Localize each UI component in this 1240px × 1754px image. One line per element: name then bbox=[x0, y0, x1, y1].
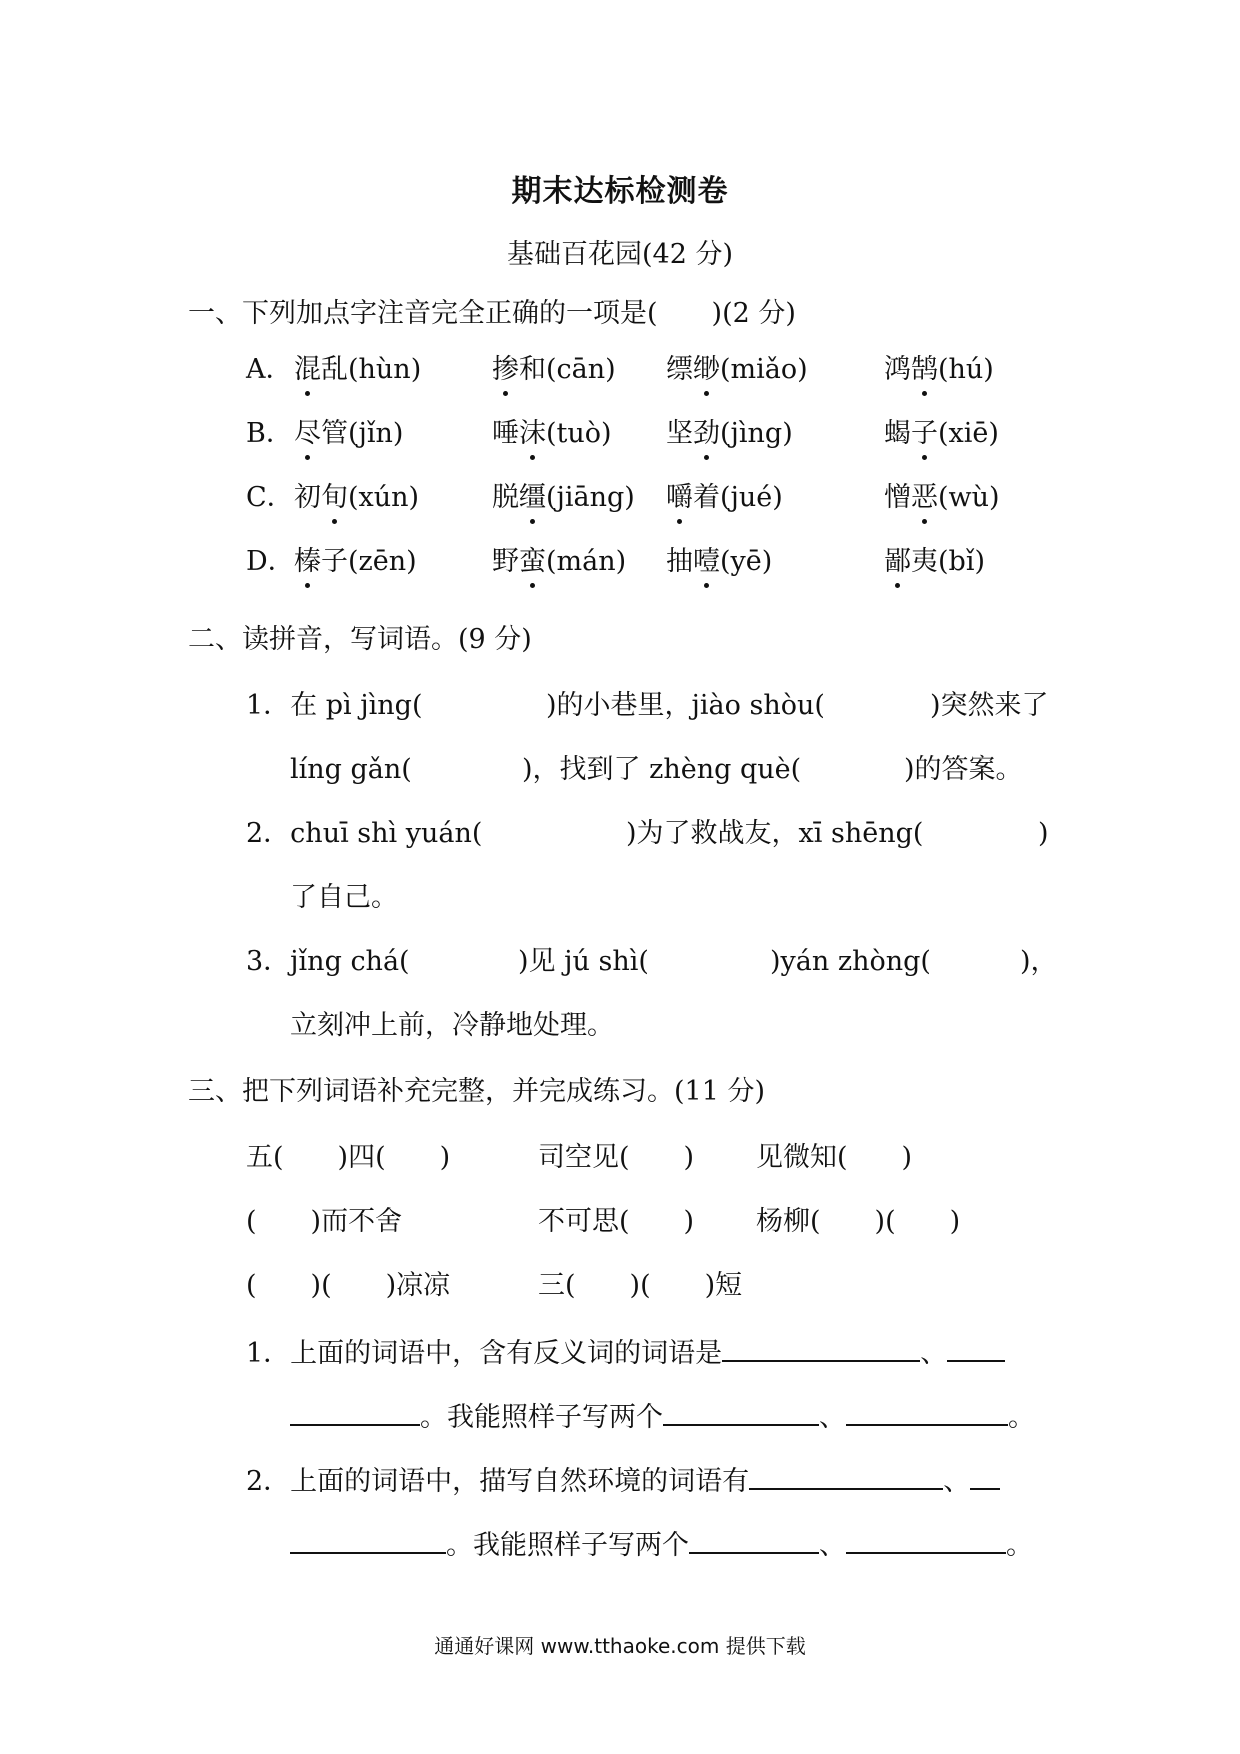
footer-source: 通通好课网 www.tthaoke.com 提供下载 bbox=[434, 1634, 806, 1658]
word-pinyin: (xiē) bbox=[938, 418, 999, 449]
q1-option-word bbox=[294, 544, 417, 580]
q2-line-5c: )yán zhòng( bbox=[770, 946, 931, 977]
dotted-char: 旬 bbox=[321, 480, 348, 516]
answer-blank[interactable] bbox=[689, 1526, 819, 1554]
q3-word-1: 五( )四( ) bbox=[246, 1142, 451, 1173]
word-pinyin: 着(jué) bbox=[693, 482, 783, 513]
word-pinyin: (wù) bbox=[938, 482, 1000, 513]
dotted-char: 掺 bbox=[492, 352, 519, 388]
q3-word-2: 司空见( ) bbox=[538, 1142, 695, 1173]
q3-sub2-line1 bbox=[246, 1462, 1000, 1500]
q2-line-1c: )突然来了 bbox=[930, 690, 1049, 721]
word-pinyin: (tuò) bbox=[546, 418, 612, 449]
q2-line-5a: 3．jǐng chá( bbox=[246, 946, 410, 977]
separator: 、 bbox=[920, 1338, 948, 1369]
q2-line-4: 了自己。 bbox=[290, 882, 398, 913]
separator: 、 bbox=[819, 1530, 846, 1561]
word-pinyin: (jiāng) bbox=[546, 482, 635, 513]
word-pinyin: (xún) bbox=[348, 482, 420, 513]
word-pinyin: (miǎo) bbox=[720, 354, 808, 385]
q1-option-word bbox=[294, 416, 403, 452]
answer-blank[interactable] bbox=[290, 1526, 446, 1554]
q3-word-7: ( )( )凉凉 bbox=[246, 1270, 451, 1301]
q2-line-3c: ) bbox=[1038, 818, 1049, 849]
dotted-char: 噎 bbox=[693, 544, 720, 580]
q2-line-3b: )为了救战友，xī shēng( bbox=[626, 818, 924, 849]
answer-blank[interactable] bbox=[846, 1526, 1006, 1554]
word-pinyin: 和(cān) bbox=[519, 354, 616, 385]
word-char: 缥 bbox=[666, 354, 693, 385]
answer-blank[interactable] bbox=[846, 1398, 1008, 1426]
word-pinyin: (jìng) bbox=[720, 418, 793, 449]
q2-line-3a: 2．chuī shì yuán( bbox=[246, 818, 483, 849]
dotted-char: 榛 bbox=[294, 544, 321, 580]
dotted-char: 蛮 bbox=[519, 544, 546, 580]
dotted-char: 恶 bbox=[911, 480, 938, 516]
page-title: 期末达标检测卷 bbox=[511, 174, 729, 209]
word-char: 唾 bbox=[492, 418, 519, 449]
q2-line-2a: líng gǎn( bbox=[290, 754, 412, 785]
answer-blank[interactable] bbox=[970, 1462, 1000, 1490]
word-pinyin: (hú) bbox=[938, 354, 994, 385]
q1-option-word bbox=[492, 352, 616, 388]
q3-word-4: ( )而不舍 bbox=[246, 1206, 403, 1237]
q2-line-2c: )的答案。 bbox=[904, 754, 1023, 785]
dotted-char: 子 bbox=[911, 416, 938, 452]
q3-sub1-text2: 。我能照样子写两个 bbox=[420, 1402, 663, 1433]
word-pinyin: (yē) bbox=[720, 546, 773, 577]
q2-line-2b: )，找到了 zhèng què( bbox=[522, 754, 802, 785]
q2-line-5b: )见 jú shì( bbox=[518, 946, 649, 977]
q3-word-6: 杨柳( )( ) bbox=[756, 1206, 961, 1237]
q1-option-word bbox=[294, 480, 419, 516]
q2-line-1b: )的小巷里，jiào shòu( bbox=[546, 690, 825, 721]
dotted-char: 尽 bbox=[294, 416, 321, 452]
dotted-char: 缈 bbox=[693, 352, 720, 388]
q1-option-word bbox=[666, 480, 783, 516]
q3-sub1-line1 bbox=[246, 1334, 1005, 1372]
q1-option-word bbox=[294, 352, 421, 388]
dotted-char: 鹄 bbox=[911, 352, 938, 388]
dotted-char: 劲 bbox=[693, 416, 720, 452]
period: 。 bbox=[1008, 1402, 1035, 1433]
q1-option-word bbox=[492, 544, 626, 580]
word-char: 蝎 bbox=[884, 418, 911, 449]
word-char: 憎 bbox=[884, 482, 911, 513]
q1-stem: 一、下列加点字注音完全正确的一项是( )(2 分) bbox=[188, 298, 796, 329]
q3-word-5: 不可思( ) bbox=[538, 1206, 695, 1237]
dotted-char: 嚼 bbox=[666, 480, 693, 516]
q1-option-letter: D． bbox=[246, 546, 295, 577]
q1-option-letter: B． bbox=[246, 418, 293, 449]
q2-line-1a: 1．在 pì jìng( bbox=[246, 690, 423, 721]
dotted-char: 鄙 bbox=[884, 544, 911, 580]
q3-sub2-text2: 。我能照样子写两个 bbox=[446, 1530, 689, 1561]
q3-sub1-text: 1．上面的词语中，含有反义词的词语是 bbox=[246, 1338, 723, 1369]
word-pinyin: 子(zēn) bbox=[321, 546, 417, 577]
word-char: 坚 bbox=[666, 418, 693, 449]
q1-option-word bbox=[884, 480, 1000, 516]
word-char: 野 bbox=[492, 546, 519, 577]
q1-option-word bbox=[884, 352, 994, 388]
dotted-char: 沫 bbox=[519, 416, 546, 452]
separator: 、 bbox=[943, 1466, 971, 1497]
q3-sub1-line2 bbox=[290, 1398, 1035, 1436]
word-pinyin: (mán) bbox=[546, 546, 627, 577]
q3-sub2-line2 bbox=[290, 1526, 1033, 1564]
word-char: 抽 bbox=[666, 546, 693, 577]
answer-blank[interactable] bbox=[722, 1334, 920, 1362]
answer-blank[interactable] bbox=[290, 1398, 420, 1426]
q1-option-word bbox=[492, 416, 612, 452]
word-char: 脱 bbox=[492, 482, 519, 513]
dotted-char: 混 bbox=[294, 352, 321, 388]
q1-option-word bbox=[884, 544, 985, 580]
q3-sub2-text: 2．上面的词语中，描写自然环境的词语有 bbox=[246, 1466, 750, 1497]
answer-blank[interactable] bbox=[749, 1462, 943, 1490]
q2-line-6: 立刻冲上前，冷静地处理。 bbox=[290, 1010, 614, 1041]
q1-option-word bbox=[666, 352, 808, 388]
q1-option-word bbox=[666, 544, 772, 580]
q1-option-letter: C． bbox=[246, 482, 294, 513]
q3-word-3: 见微知( ) bbox=[756, 1142, 913, 1173]
section-title: 基础百花园(42 分) bbox=[506, 239, 733, 270]
q1-option-letter: A． bbox=[246, 354, 293, 385]
period: 。 bbox=[1006, 1530, 1033, 1561]
q1-option-word bbox=[666, 416, 793, 452]
q1-option-word bbox=[492, 480, 635, 516]
answer-blank[interactable] bbox=[947, 1334, 1005, 1362]
word-char: 鸿 bbox=[884, 354, 911, 385]
dotted-char: 缰 bbox=[519, 480, 546, 516]
word-pinyin: 管(jǐn) bbox=[321, 418, 404, 449]
word-pinyin: 乱(hùn) bbox=[321, 354, 422, 385]
q3-stem: 三、把下列词语补充完整，并完成练习。(11 分) bbox=[188, 1076, 766, 1107]
q3-word-8: 三( )( )短 bbox=[538, 1270, 743, 1301]
word-pinyin: 夷(bǐ) bbox=[911, 546, 985, 577]
q2-line-5d: )， bbox=[1020, 946, 1058, 977]
separator: 、 bbox=[819, 1402, 846, 1433]
answer-blank[interactable] bbox=[663, 1398, 819, 1426]
q1-option-word bbox=[884, 416, 999, 452]
word-char: 初 bbox=[294, 482, 321, 513]
q2-stem: 二、读拼音，写词语。(9 分) bbox=[188, 624, 532, 655]
